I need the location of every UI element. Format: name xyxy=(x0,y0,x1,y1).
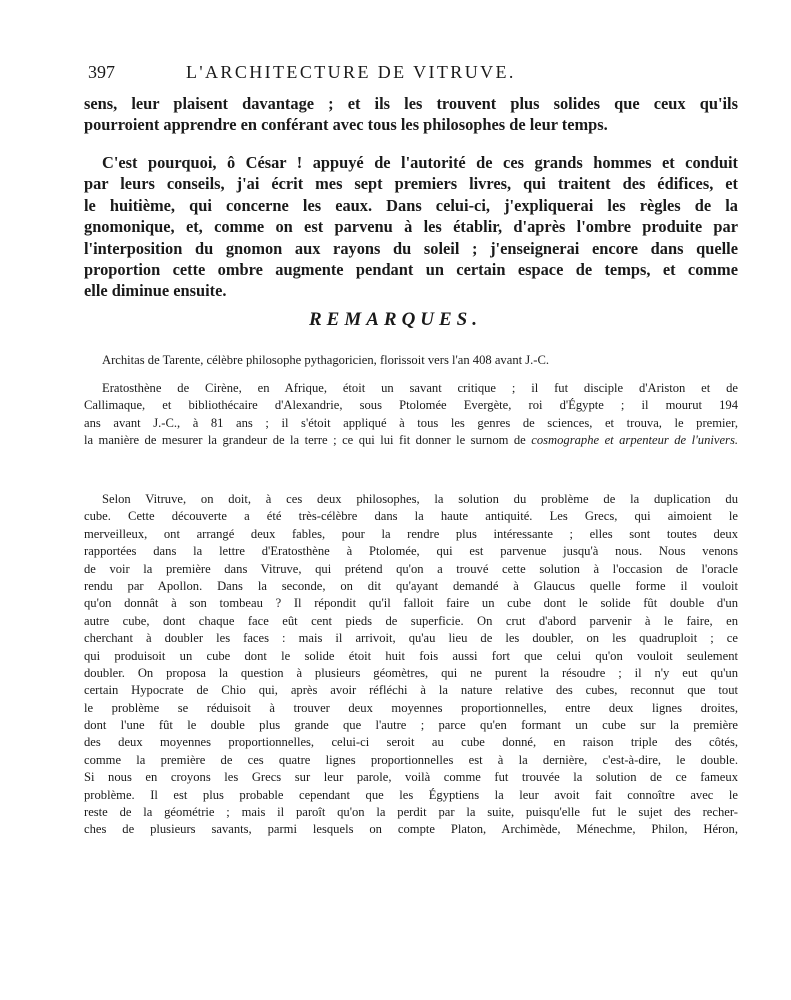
page-number: 397 xyxy=(88,62,115,82)
text-line: reste de la géométrie ; mais il paroît qu'on la perdit par la suite, puisqu'elle fut le sujet des recher- xyxy=(84,805,738,820)
text-line: le huitième, qui concerne les eaux. Dans celui-ci, j'expliquerai les règles de la xyxy=(84,195,738,215)
text-line: des deux moyennes proportionnelles, celui-ci seroit au cube donné, en raison triple des côtés, xyxy=(84,735,738,750)
text-line: qu'on donnât à son tombeau ? Il répondit qu'il falloit faire un cube dont le solide fût double d'un xyxy=(84,596,738,611)
text-line: doubler. On proposa la question à plusieurs géomètres, qui ne purent la résoudre ; il n'y eut qu'un xyxy=(84,665,738,680)
text-line: autre cube, dont chaque face eût cent pieds de superficie. On crut d'abord parvenir à le faire, en xyxy=(84,613,738,628)
text-line xyxy=(84,432,738,449)
italic-segment: cosmographe et arpenteur de l'univers. xyxy=(531,433,738,448)
text-line: elle diminue ensuite. xyxy=(84,281,227,301)
text-line: l'interposition du gnomon aux rayons du soleil ; j'enseignerai encore dans quelle xyxy=(84,238,738,258)
text-line: qui produisoit un cube dont le solide étoit huit fois aussi fort que celui qu'on vouloit seulement xyxy=(84,648,738,663)
text-line: C'est pourquoi, ô César ! appuyé de l'autorité de ces grands hommes et conduit xyxy=(102,153,738,172)
text-line: certain Hypocrate de Chio qui, après avoir réfléchi à la nature relative des cubes, reconnut que tout xyxy=(84,683,738,698)
text-segment: la manière de mesurer la grandeur de la terre ; ce qui lui fit donner le surnom de xyxy=(84,433,526,448)
running-header xyxy=(0,60,791,84)
text-line: gnomonique, et, comme on est parvenu à les établir, d'après l'ombre produite par xyxy=(84,217,738,237)
text-line: cherchant à doubler les faces : mais il arrivoit, qu'au lieu de les doubler, on les quadruploit ; ce xyxy=(84,631,738,646)
text-line: sens, leur plaisent davantage ; et ils les trouvent plus solides que ceux qu'ils xyxy=(84,94,738,113)
paragraph-cesar xyxy=(84,152,738,302)
text-line: merveilleux, ont arrangé deux fables, pour la rendre plus intéressante ; elles sont toutes deux xyxy=(84,526,738,541)
text-line: Eratosthène de Cirène, en Afrique, étoit un savant critique ; il fut disciple d'Ariston et de xyxy=(102,381,738,395)
remark-eratosthene xyxy=(84,380,738,450)
text-line: problème. Il est plus probable cependant que les Égyptiens la leur avoit fait connoître avec le xyxy=(84,787,738,802)
text-line: Architas de Tarente, célèbre philosophe pythagoricien, florissoit vers l'an 408 avant J.-C. xyxy=(102,353,550,367)
text-line: proportion cette ombre augmente pendant un certain espace de temps, et comme xyxy=(84,259,738,279)
text-line: le problème se réduisoit à trouver deux moyennes proportionnelles, entre deux lignes droites, xyxy=(84,700,738,715)
text-line: ans avant J.-C., à 81 ans ; il s'étoit appliqué à tous les genres de sciences, et trouva, le premier, xyxy=(84,415,738,430)
running-title: L'ARCHITECTURE DE VITRUVE. xyxy=(186,62,516,82)
text-line: de voir la première dans Vitruve, qui prétend qu'on a trouvé cette solution à l'occasion de l'oracle xyxy=(84,561,738,576)
text-line: par leurs conseils, j'ai écrit mes sept premiers livres, qui traitent des édifices, et xyxy=(84,174,738,194)
text-line: Si nous en croyons les Grecs sur leur parole, voilà comme fut trouvée la solution de ce fameux xyxy=(84,770,738,785)
remark-duplication-cube xyxy=(84,491,738,839)
text-line: rapportées dans la lettre d'Eratosthène à Ptolomée, qui est parvenue jusqu'à nous. Nous venons xyxy=(84,544,738,559)
text-line: Callimaque, et bibliothécaire d'Alexandrie, sous Ptolomée Evergète, roi d'Égypte ; il mourut 194 xyxy=(84,398,738,413)
text-line: dont l'une fût le double plus grande que l'autre ; parce qu'en formant un cube sur la première xyxy=(84,718,738,733)
text-line: rendu par Apollon. Dans la seconde, on dit qu'ayant demandé à Glaucus quelle forme il vouloit xyxy=(84,578,738,593)
text-line: pourroient apprendre en conférant avec tous les philosophes de leur temps. xyxy=(84,115,608,135)
text-line: Selon Vitruve, on doit, à ces deux philosophes, la solution du problème de la duplication du xyxy=(102,492,738,506)
text-line: comme la première de ces quatre lignes proportionnelles est à la dernière, c'est-à-dire, le double. xyxy=(84,752,738,767)
remarks-heading: REMARQUES. xyxy=(308,309,483,330)
text-line: cube. Cette découverte a été très-célèbre dans la haute antiquité. Les Grecs, qui aimoient le xyxy=(84,509,738,524)
remark-architas xyxy=(84,352,738,369)
paragraph-continuation xyxy=(84,93,738,136)
text-line: ches de plusieurs savants, parmi lesquels on compte Platon, Archimède, Ménechme, Philon, Héron, xyxy=(84,822,738,837)
